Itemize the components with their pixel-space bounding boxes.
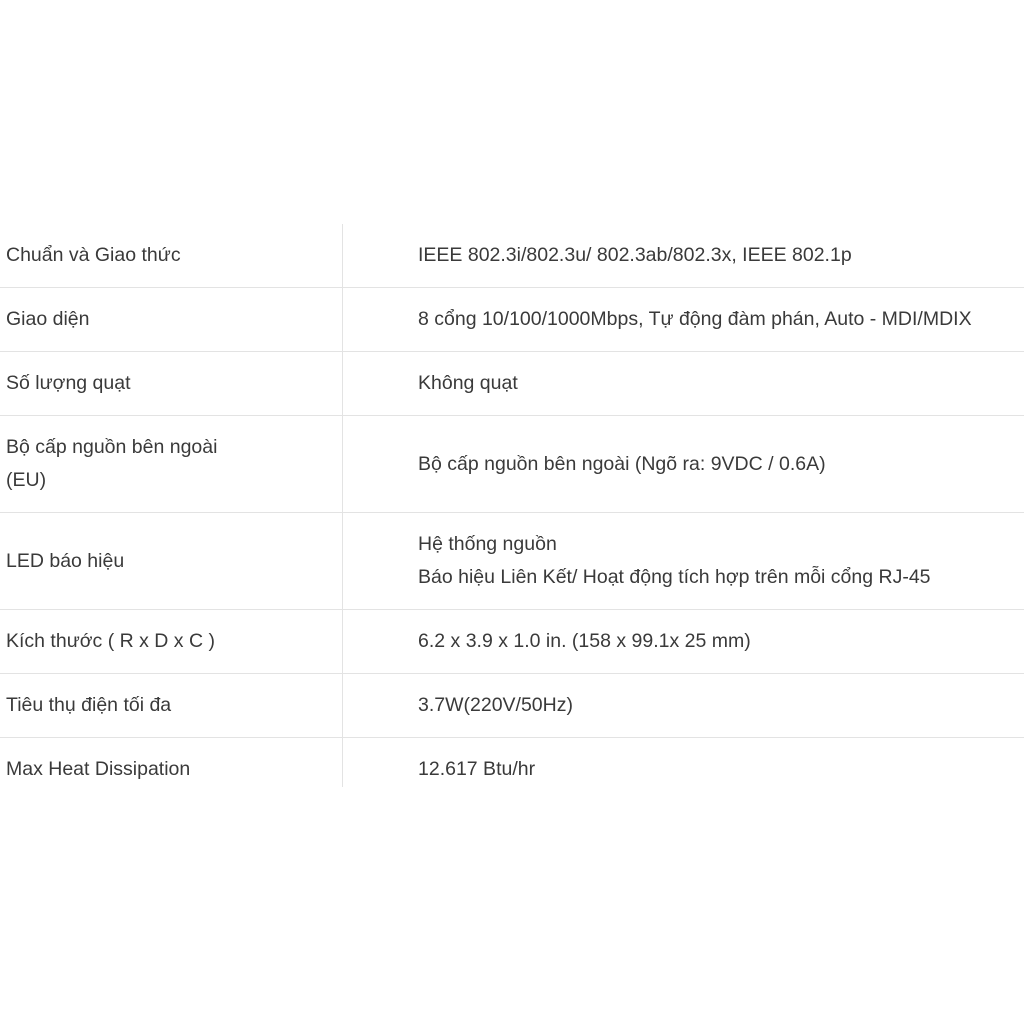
spec-label: Tiêu thụ điện tối đa (0, 674, 343, 737)
spec-label: Max Heat Dissipation (0, 738, 343, 787)
spec-label: Bộ cấp nguồn bên ngoài (EU) (0, 416, 343, 512)
spec-value: 12.617 Btu/hr (418, 758, 536, 780)
spec-value: 3.7W(220V/50Hz) (418, 694, 573, 716)
spec-row-led (0, 513, 1024, 610)
spec-row-fan (0, 352, 1024, 416)
spec-row-interface (0, 288, 1024, 352)
spec-row-heat (0, 738, 1024, 787)
spec-value: 8 cổng 10/100/1000Mbps, Tự động đàm phán, Auto - MDI/MDIX (418, 308, 972, 330)
spec-value-cell (343, 416, 1024, 512)
spec-value-cell (343, 513, 1024, 609)
spec-label: LED báo hiệu (0, 513, 343, 609)
spec-label: Số lượng quạt (0, 352, 343, 415)
spec-value-cell (343, 738, 1024, 786)
spec-value: Hệ thống nguồn (418, 533, 557, 555)
spec-row-dimensions (0, 610, 1024, 674)
spec-value-cell (343, 674, 1024, 737)
spec-label: Chuẩn và Giao thức (0, 224, 343, 287)
spec-row-power-supply (0, 416, 1024, 513)
spec-value: Bộ cấp nguồn bên ngoài (Ngõ ra: 9VDC / 0.6A) (418, 452, 826, 475)
spec-value-cell (343, 224, 1024, 287)
spec-value: Không quạt (418, 372, 518, 394)
spec-row-max-power (0, 674, 1024, 738)
spec-value-cell (343, 610, 1024, 673)
spec-value: 6.2 x 3.9 x 1.0 in. (158 x 99.1x 25 mm) (418, 630, 751, 652)
spec-value: Báo hiệu Liên Kết/ Hoạt động tích hợp trên mỗi cổng RJ-45 (418, 566, 931, 588)
spec-row-standards (0, 224, 1024, 288)
spec-table (0, 224, 1024, 787)
spec-value: IEEE 802.3i/802.3u/ 802.3ab/802.3x, IEEE 802.1p (418, 244, 852, 266)
spec-value-cell (343, 288, 1024, 351)
spec-label: Kích thước ( R x D x C ) (0, 610, 343, 673)
spec-value-cell (343, 352, 1024, 415)
spec-label: Giao diện (0, 288, 343, 351)
